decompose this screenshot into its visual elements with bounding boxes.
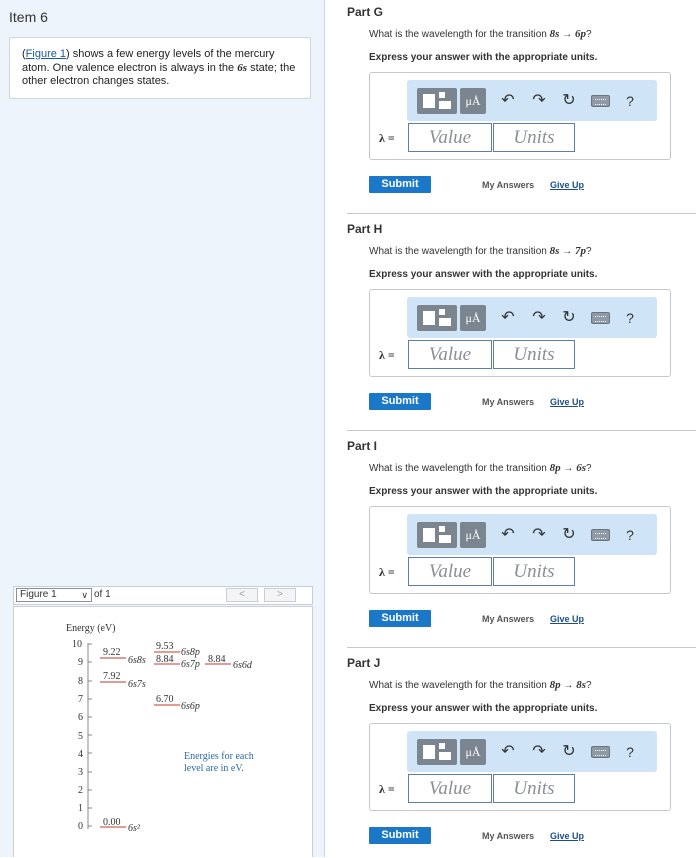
redo-icon[interactable]: ↷ (532, 743, 546, 760)
keyboard-icon[interactable] (591, 746, 610, 758)
reset-icon[interactable]: ↻ (562, 92, 576, 109)
intro-text: ( (22, 48, 26, 60)
transition-to: 6p (575, 28, 586, 40)
question-text: What is the wavelength for the transition 8s → 7p? (369, 245, 592, 257)
level-state: 6s² (128, 823, 140, 834)
part-title: Part G (347, 5, 384, 19)
answer-box (369, 72, 671, 160)
templates-button[interactable] (417, 522, 457, 548)
tick-label: 9 (78, 657, 83, 668)
units-symbols-button[interactable]: μÅ (460, 522, 486, 548)
answer-box (369, 289, 671, 377)
keyboard-icon[interactable] (591, 95, 610, 107)
undo-icon[interactable]: ↶ (501, 92, 515, 109)
level-state: 6s8s (128, 655, 146, 666)
question-text: What is the wavelength for the transition 8s → 6p? (369, 28, 592, 40)
template-icon (439, 526, 445, 532)
intro-state: 6s (237, 61, 248, 74)
keyboard-icon[interactable] (591, 529, 610, 541)
template-icon (423, 311, 435, 325)
express-instruction: Express your answer with the appropriate units. (369, 486, 598, 497)
intro-text: state; the other electron changes states. (22, 61, 296, 87)
units-symbols-button[interactable]: μÅ (460, 739, 486, 765)
template-icon (423, 94, 435, 108)
question-prefix: What is the wavelength for the transition (369, 246, 550, 257)
prev-figure-button[interactable] (226, 588, 258, 602)
left-panel (0, 0, 325, 857)
my-answers-label: My Answers (482, 831, 535, 841)
my-answers-label: My Answers (482, 180, 535, 190)
transition-from: 8p (549, 679, 561, 691)
undo-icon[interactable]: ↶ (501, 743, 515, 760)
transition-to: 6s (576, 462, 586, 474)
divider (347, 430, 696, 431)
level-state: 6s6p (181, 701, 200, 712)
reset-icon[interactable]: ↻ (562, 526, 576, 543)
transition-from: 8p (549, 462, 561, 474)
templates-button[interactable] (417, 88, 457, 114)
template-icon (439, 309, 445, 315)
value-input[interactable]: Value (408, 340, 492, 369)
energy-levels (100, 641, 253, 834)
submit-button[interactable]: Submit (369, 176, 431, 193)
level-value: 9.22 (103, 647, 121, 658)
divider (347, 213, 696, 214)
help-icon[interactable]: ? (626, 744, 634, 760)
level-value: 0.00 (103, 817, 121, 828)
part-title: Part J (347, 656, 381, 670)
units-input[interactable]: Units (493, 557, 575, 586)
lambda-label: λ = (379, 565, 395, 579)
tick-label: 0 (78, 821, 83, 832)
reset-icon[interactable]: ↻ (562, 743, 576, 760)
level-state: 6s7s (128, 679, 146, 690)
template-icon (439, 318, 451, 326)
tick-label: 1 (78, 803, 83, 814)
help-icon[interactable]: ? (626, 310, 634, 326)
undo-icon[interactable]: ↶ (501, 309, 515, 326)
level-value: 9.53 (156, 641, 174, 652)
math-toolbar (407, 731, 657, 772)
tick-label: 7 (78, 694, 83, 705)
level-value: 8.84 (208, 654, 226, 665)
intro-text: ) shows a few energy levels of the mercury atom. One valence electron is always in the (22, 48, 275, 74)
lambda-label: λ = (379, 131, 395, 145)
units-symbols-button[interactable]: μÅ (460, 88, 486, 114)
question-text: What is the wavelength for the transition 8p → 8s? (369, 679, 592, 691)
tick-label: 3 (78, 767, 83, 778)
level-value: 8.84 (156, 654, 174, 665)
templates-button[interactable] (417, 739, 457, 765)
level-state: 6s8p (181, 647, 200, 658)
item-title: Item 6 (9, 9, 48, 25)
value-input[interactable]: Value (408, 123, 492, 152)
chevron-down-icon: ∨ (81, 590, 88, 600)
submit-button[interactable]: Submit (369, 610, 431, 627)
level-value: 7.92 (103, 671, 121, 682)
figure-note: level are in eV. (184, 763, 244, 774)
question-prefix: What is the wavelength for the transition (369, 29, 550, 40)
question-prefix: What is the wavelength for the transition (369, 680, 550, 691)
axis-ticks (72, 639, 92, 832)
value-input[interactable]: Value (408, 774, 492, 803)
my-answers-label: My Answers (482, 397, 535, 407)
express-instruction: Express your answer with the appropriate units. (369, 52, 598, 63)
templates-button[interactable] (417, 305, 457, 331)
redo-icon[interactable]: ↷ (532, 309, 546, 326)
reset-icon[interactable]: ↻ (562, 309, 576, 326)
question-text: What is the wavelength for the transition 8p → 6s? (369, 462, 592, 474)
energy-level-diagram (14, 607, 312, 858)
figure-note: Energies for each (184, 751, 254, 762)
lambda-label: λ = (379, 348, 395, 362)
tick-label: 10 (72, 639, 82, 650)
question-prefix: What is the wavelength for the transition (369, 463, 550, 474)
transition-to: 8s (576, 679, 586, 691)
express-instruction: Express your answer with the appropriate units. (369, 703, 598, 714)
figure-link[interactable]: Figure 1 (25, 48, 67, 60)
template-icon (439, 535, 451, 543)
tick-label: 8 (78, 676, 83, 687)
template-icon (439, 752, 451, 760)
part-title: Part H (347, 222, 383, 236)
keyboard-icon[interactable] (591, 312, 610, 324)
lambda-label: λ = (379, 782, 395, 796)
submit-button[interactable]: Submit (369, 827, 431, 844)
template-icon (439, 101, 451, 109)
units-symbols-button[interactable]: μÅ (460, 305, 486, 331)
answer-box (369, 723, 671, 811)
intro-box (9, 37, 311, 99)
give-up-link[interactable]: Give Up (550, 614, 585, 624)
prev-arrow-icon: < (239, 589, 245, 600)
express-instruction: Express your answer with the appropriate units. (369, 269, 598, 280)
right-panel (325, 0, 696, 857)
help-icon[interactable]: ? (626, 527, 634, 543)
transition-from: 8s (549, 245, 560, 257)
axis-title: Energy (eV) (66, 623, 116, 634)
math-toolbar (407, 80, 657, 121)
figure-select-value: Figure 1 (20, 589, 57, 600)
template-icon (423, 528, 435, 542)
undo-icon[interactable]: ↶ (501, 526, 515, 543)
divider (347, 647, 696, 648)
template-icon (439, 743, 445, 749)
level-state: 6s6d (233, 660, 252, 671)
figure-count: of 1 (94, 589, 111, 600)
submit-button[interactable]: Submit (369, 393, 431, 410)
template-icon (423, 745, 435, 759)
next-figure-button[interactable] (264, 588, 296, 602)
tick-label: 5 (78, 731, 83, 742)
math-toolbar (407, 297, 657, 338)
figure-panel (13, 606, 313, 857)
transition-from: 8s (549, 28, 560, 40)
help-icon[interactable]: ? (626, 93, 634, 109)
transition-to: 7p (575, 245, 586, 257)
units-input[interactable]: Units (493, 774, 575, 803)
give-up-link[interactable]: Give Up (550, 831, 585, 841)
figure-select[interactable] (16, 588, 92, 602)
figure-navigation (13, 586, 313, 605)
level-state: 6s7p (181, 659, 200, 670)
answer-box (369, 506, 671, 594)
give-up-link[interactable]: Give Up (550, 397, 585, 407)
math-toolbar (407, 514, 657, 555)
units-input[interactable]: Units (493, 123, 575, 152)
tick-label: 6 (78, 712, 83, 723)
value-input[interactable]: Value (408, 557, 492, 586)
tick-label: 4 (78, 749, 83, 760)
template-icon (439, 92, 445, 98)
redo-icon[interactable]: ↷ (532, 526, 546, 543)
my-answers-label: My Answers (482, 614, 535, 624)
next-arrow-icon: > (277, 589, 283, 600)
give-up-link[interactable]: Give Up (550, 180, 585, 190)
tick-label: 2 (78, 785, 83, 796)
redo-icon[interactable]: ↷ (532, 92, 546, 109)
level-value: 6.70 (156, 694, 174, 705)
part-title: Part I (347, 439, 378, 453)
units-input[interactable]: Units (493, 340, 575, 369)
